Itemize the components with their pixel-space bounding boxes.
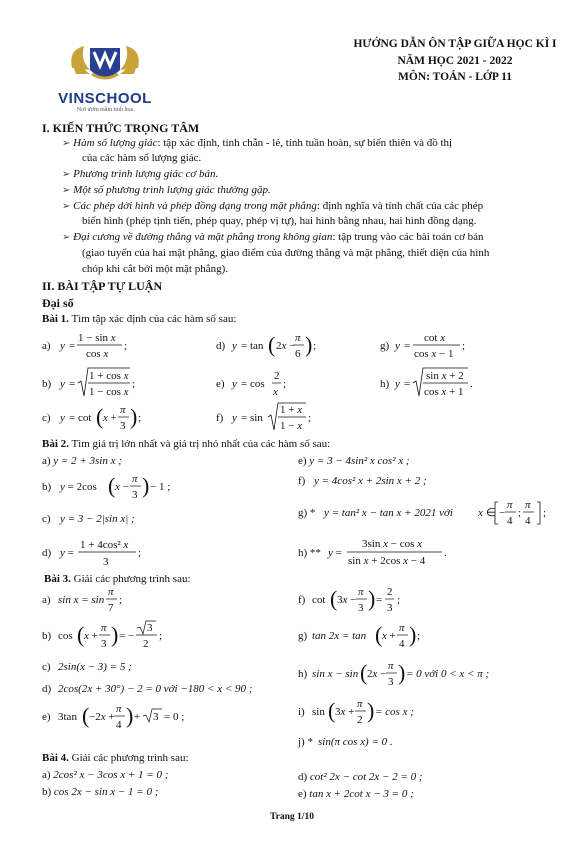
svg-text:y =: y = <box>328 547 342 559</box>
svg-text:=: = <box>404 378 411 390</box>
b4-d: d) cot² 2x − cot 2x − 2 = 0 ; <box>298 771 423 783</box>
svg-text:y: y <box>232 412 237 424</box>
subsection-title: Đại số <box>42 296 74 310</box>
svg-text:;: ; <box>308 412 312 424</box>
svg-text:b): b) <box>42 481 52 493</box>
b2-e: e) y = 3 − 4sin² x cos² x ; <box>298 455 410 467</box>
svg-text:d): d) <box>42 547 52 559</box>
svg-text:tan 2x = tan: tan 2x = tan <box>312 630 367 642</box>
svg-text:=: = <box>69 378 76 390</box>
svg-text:;: ; <box>397 594 401 606</box>
svg-text:;: ; <box>138 412 142 424</box>
svg-text:sin x = sin: sin x = sin <box>58 594 105 606</box>
svg-text:x +: x + <box>84 630 98 642</box>
svg-text:1 + x: 1 + x <box>280 404 303 416</box>
svg-text:= 0 với 0 < x < π ;: = 0 với 0 < x < π ; <box>406 668 490 680</box>
svg-text:y: y <box>60 340 65 352</box>
b2-a: a) y = 2 + 3sin x ; <box>42 455 122 467</box>
svg-text:): ) <box>111 622 119 647</box>
svg-text:π: π <box>358 586 364 598</box>
svg-text:2x −: 2x − <box>276 340 296 352</box>
arrow-icon: ➢ <box>62 169 71 180</box>
svg-text:(: ( <box>330 586 338 611</box>
exercise-4-heading: Bài 4. Giải các phương trình sau: <box>42 752 189 764</box>
svg-text:g) *: g) * <box>298 507 316 519</box>
svg-text:3: 3 <box>387 602 393 614</box>
svg-text:3: 3 <box>103 556 109 568</box>
svg-text:4: 4 <box>116 719 122 731</box>
exercise-3-heading: Bài 3. Giải các phương trình sau: <box>44 573 191 585</box>
svg-text:): ) <box>409 622 417 647</box>
svg-text:= sin: = sin <box>241 412 263 424</box>
b4-b: b) cos 2x − sin x − 1 = 0 ; <box>42 786 159 798</box>
arrow-icon: ➢ <box>62 185 71 196</box>
svg-text:3tan: 3tan <box>58 711 77 723</box>
svg-text:f): f) <box>298 594 306 606</box>
svg-text:π: π <box>120 404 126 416</box>
brand-slogan: Nơi ươm mầm tinh hoa <box>76 107 134 113</box>
bullet-item-1-cont: của các hàm số lượng giác. <box>82 152 202 164</box>
svg-text:c): c) <box>42 661 51 673</box>
svg-text:= tan: = tan <box>241 340 264 352</box>
exercise-2-heading: Bài 2. Tìm giá trị lớn nhất và giá trị nhỏ nhất của các hàm số sau: <box>42 438 331 450</box>
svg-text:;: ; <box>313 340 317 352</box>
svg-text:3x −: 3x − <box>337 594 357 606</box>
svg-text:y: y <box>395 378 400 390</box>
svg-text:π: π <box>388 660 394 672</box>
svg-text:−: − <box>499 507 506 519</box>
svg-text:;: ; <box>159 630 163 642</box>
svg-text:= −: = − <box>119 630 135 642</box>
svg-text:f): f) <box>298 475 306 487</box>
arrow-icon: ➢ <box>62 201 71 212</box>
svg-text:): ) <box>367 698 375 723</box>
label-b: b) <box>42 378 52 390</box>
svg-text:y =: y = <box>60 547 74 559</box>
svg-text:y = 4cos² x + 2sin x + 2 ;: y = 4cos² x + 2sin x + 2 ; <box>314 475 427 487</box>
svg-text:.: . <box>470 378 473 390</box>
arrow-icon: ➢ <box>62 138 71 149</box>
svg-text:π: π <box>507 499 513 511</box>
svg-text:): ) <box>305 332 313 357</box>
svg-text:3: 3 <box>153 711 159 723</box>
school-year: NĂM HỌC 2021 - 2022 <box>397 55 513 67</box>
svg-text:cot x: cot x <box>424 332 446 344</box>
section-2-title: II. BÀI TẬP TỰ LUẬN <box>42 279 163 293</box>
svg-text:x +: x + <box>382 630 396 642</box>
svg-text:(: ( <box>268 332 276 357</box>
label-h: h) <box>380 378 390 390</box>
svg-text:= cos: = cos <box>241 378 265 390</box>
svg-text:(: ( <box>77 622 85 647</box>
label-f: f) <box>216 412 224 424</box>
svg-text:y: y <box>232 340 237 352</box>
svg-text:= cot: = cot <box>69 412 92 424</box>
subject: MÔN: TOÁN - LỚP 11 <box>398 71 512 83</box>
brand-name: VINSCHOOL <box>58 90 152 107</box>
svg-text:4: 4 <box>507 515 513 527</box>
svg-text:cos x − 1: cos x − 1 <box>414 348 454 360</box>
svg-text:;: ; <box>543 507 547 519</box>
svg-text:− 1 ;: − 1 ; <box>150 481 171 493</box>
bullet-item-4: ➢ Các phép dời hình và phép đồng dạng trong mặt phẳng: định nghĩa và tính chất của các phép <box>62 200 484 212</box>
svg-text:g): g) <box>298 630 308 642</box>
svg-text:;: ; <box>518 507 522 519</box>
svg-text:3: 3 <box>132 489 138 501</box>
svg-text:): ) <box>126 703 134 728</box>
svg-text:2: 2 <box>143 638 149 650</box>
svg-text:4: 4 <box>525 515 531 527</box>
svg-text:2sin(x − 3) = 5 ;: 2sin(x − 3) = 5 ; <box>58 661 132 673</box>
bullet-item-4-cont: biến hình (phép tịnh tiến, phép quay, phép vị tự), hai hình bằng nhau, hai hình đồng dạng. <box>82 215 477 227</box>
label-c: c) <box>42 412 51 424</box>
svg-text:3: 3 <box>101 638 107 650</box>
svg-text:y: y <box>395 340 400 352</box>
svg-text:2x −: 2x − <box>367 668 387 680</box>
label-a: a) <box>42 340 51 352</box>
svg-text:y = tan² x − tan x + 2021 với: y = tan² x − tan x + 2021 với <box>324 507 453 519</box>
svg-text:;: ; <box>283 378 287 390</box>
exercise-2-formulas <box>40 472 580 572</box>
svg-text:cos: cos <box>58 630 73 642</box>
svg-text:4: 4 <box>399 638 405 650</box>
svg-text:2: 2 <box>274 370 280 382</box>
label-e: e) <box>216 378 225 390</box>
svg-text:π: π <box>101 622 107 634</box>
svg-text:1 + cos x: 1 + cos x <box>89 370 129 382</box>
svg-text:a): a) <box>42 594 51 606</box>
page-number: Trang 1/10 <box>270 812 314 822</box>
svg-text:x −: x − <box>115 481 129 493</box>
svg-text:3: 3 <box>358 602 364 614</box>
svg-text:e): e) <box>42 711 51 723</box>
svg-text:(: ( <box>375 622 383 647</box>
svg-text:+: + <box>134 711 141 723</box>
svg-text:=: = <box>69 340 76 352</box>
svg-text:= 0 ;: = 0 ; <box>164 711 185 723</box>
svg-text:2cos(2x + 30°) − 2 = 0 với −18: 2cos(2x + 30°) − 2 = 0 với −180 < x < 90 ; <box>58 683 253 695</box>
svg-text:y: y <box>60 412 65 424</box>
svg-text:3sin x − cos x: 3sin x − cos x <box>362 538 422 550</box>
bullet-item-3: ➢ Một số phương trình lượng giác thường gặp. <box>62 184 271 196</box>
svg-text:;: ; <box>138 547 142 559</box>
bullet-item-5-cont2: chóp khi cắt bởi một mặt phẳng). <box>82 263 229 275</box>
label-d: d) <box>216 340 226 352</box>
svg-text:): ) <box>130 404 138 429</box>
svg-text:(: ( <box>82 703 90 728</box>
svg-text:π: π <box>295 332 301 344</box>
svg-text:2: 2 <box>357 714 363 726</box>
svg-text:i): i) <box>298 706 305 718</box>
svg-text:cos x: cos x <box>86 348 109 360</box>
svg-text:sin: sin <box>312 706 325 718</box>
svg-text:2: 2 <box>387 586 393 598</box>
svg-text:1 − x: 1 − x <box>280 420 303 432</box>
label-g: g) <box>380 340 390 352</box>
svg-text:π: π <box>116 703 122 715</box>
svg-text:π: π <box>132 473 138 485</box>
b4-a: a) 2cos² x − 3cos x + 1 = 0 ; <box>42 769 169 781</box>
svg-text:x: x <box>478 507 483 519</box>
svg-text:= cos x ;: = cos x ; <box>375 706 414 718</box>
svg-text:3: 3 <box>120 420 126 432</box>
svg-text:7: 7 <box>108 602 114 614</box>
exercise-1-heading: Bài 1. Tìm tập xác định của các hàm số sau: <box>42 313 237 325</box>
svg-text:(: ( <box>96 404 104 429</box>
svg-text:;: ; <box>119 594 123 606</box>
svg-text:): ) <box>142 473 150 498</box>
svg-text:1 + 4cos² x: 1 + 4cos² x <box>80 539 129 551</box>
svg-text:3x +: 3x + <box>335 706 355 718</box>
svg-text:;: ; <box>124 340 128 352</box>
svg-text:): ) <box>398 660 406 685</box>
svg-text:1 − cos x: 1 − cos x <box>89 386 129 398</box>
svg-text:π: π <box>108 586 114 598</box>
svg-text:cos x + 1: cos x + 1 <box>424 386 464 398</box>
svg-text:=: = <box>404 340 411 352</box>
doc-title: HƯỚNG DẪN ÔN TẬP GIỮA HỌC KÌ I <box>353 38 557 50</box>
svg-text:y = 3 − 2|sin x| ;: y = 3 − 2|sin x| ; <box>60 513 135 525</box>
svg-text:x +: x + <box>103 412 117 424</box>
svg-text:∈: ∈ <box>486 507 496 519</box>
svg-text:.: . <box>444 547 447 559</box>
svg-text:3: 3 <box>388 676 394 688</box>
svg-text:y: y <box>60 378 65 390</box>
svg-text:sin x + 2cos x − 4: sin x + 2cos x − 4 <box>348 555 426 567</box>
svg-text:h): h) <box>298 668 308 680</box>
svg-text:): ) <box>368 586 376 611</box>
svg-text:(: ( <box>108 473 116 498</box>
svg-text:y: y <box>232 378 237 390</box>
svg-text:sin x − sin: sin x − sin <box>312 668 359 680</box>
exercise-1-formulas <box>40 326 580 436</box>
svg-text:(: ( <box>328 698 336 723</box>
svg-text:sin(π cos x) = 0 .: sin(π cos x) = 0 . <box>318 736 393 748</box>
bullet-item-2: ➢ Phương trình lượng giác cơ bản. <box>62 168 219 180</box>
svg-text:j) *: j) * <box>298 736 313 748</box>
bullet-item-1: ➢ Hàm số lượng giác: tập xác định, tính chẵn - lẻ, tính tuần hoàn, sự biến thiên và đồ thị <box>62 137 453 149</box>
svg-text:x: x <box>273 386 278 398</box>
svg-text:1 − sin x: 1 − sin x <box>78 332 116 344</box>
arrow-icon: ➢ <box>62 232 71 243</box>
svg-text:6: 6 <box>295 348 301 360</box>
svg-text:y = 2cos: y = 2cos <box>60 481 97 493</box>
svg-text:c): c) <box>42 513 51 525</box>
exercise-3-formulas <box>40 585 580 755</box>
svg-text:;: ; <box>417 630 421 642</box>
svg-text:;: ; <box>462 340 466 352</box>
svg-text:−2x +: −2x + <box>89 711 115 723</box>
bullet-item-5: ➢ Đại cương về đường thẳng và mặt phẳng trong không gian: tập trung vào các bài toán cơ bản <box>62 231 484 243</box>
svg-text:;: ; <box>132 378 136 390</box>
svg-text:3: 3 <box>147 622 153 634</box>
bullet-item-5-cont: (giao tuyến của hai mặt phẳng, giao điểm của đường thẳng và mặt phẳng, thiết diện của hình <box>82 247 490 259</box>
svg-text:b): b) <box>42 630 52 642</box>
svg-text:(: ( <box>360 660 368 685</box>
b4-e: e) tan x + 2cot x − 3 = 0 ; <box>298 788 414 800</box>
svg-text:π: π <box>357 698 363 710</box>
section-1-title: I. KIẾN THỨC TRỌNG TÂM <box>42 121 200 135</box>
svg-text:π: π <box>399 622 405 634</box>
svg-text:=: = <box>376 594 383 606</box>
svg-text:sin x + 2: sin x + 2 <box>426 370 464 382</box>
svg-text:π: π <box>525 499 531 511</box>
svg-text:d): d) <box>42 683 52 695</box>
svg-text:cot: cot <box>312 594 326 606</box>
svg-text:h) **: h) ** <box>298 547 321 559</box>
